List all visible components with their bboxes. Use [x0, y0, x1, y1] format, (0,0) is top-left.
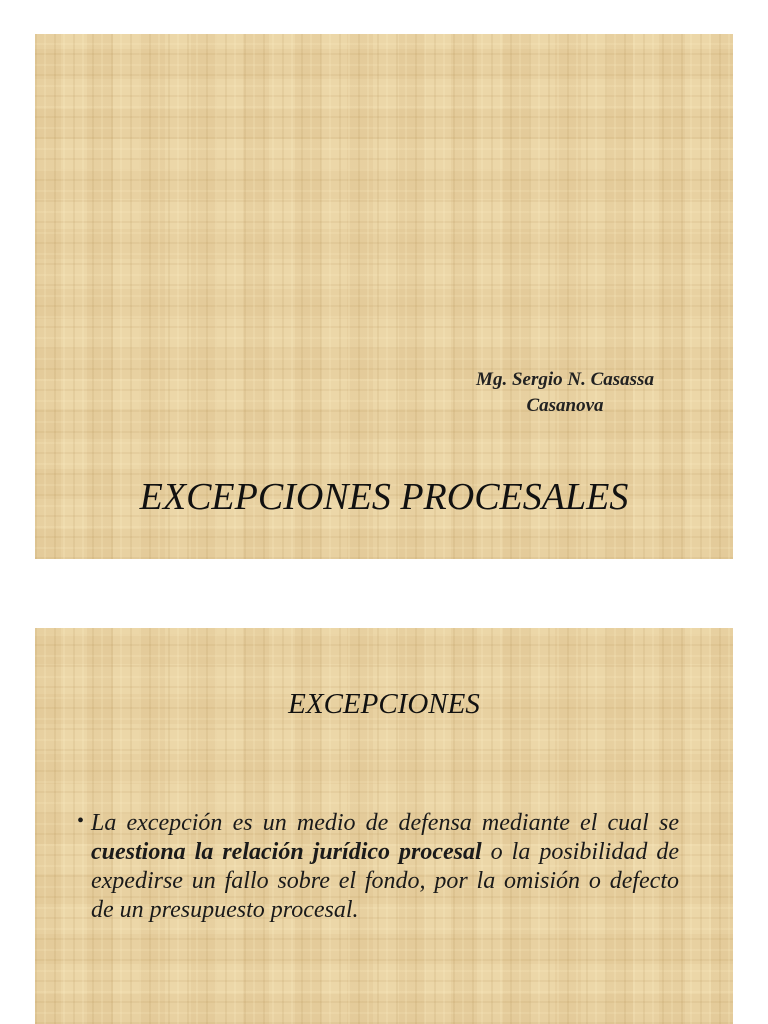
title-slide	[35, 34, 733, 559]
paragraph-text-start: La excepción es un medio de defensa mediante el cual se	[91, 810, 679, 836]
author-name	[415, 367, 715, 419]
paragraph-text-bold: cuestiona la relación jurídico procesal	[91, 839, 482, 865]
author-line-2: Casanova	[526, 395, 604, 416]
bullet-icon: •	[77, 810, 85, 832]
definition-paragraph	[77, 809, 679, 925]
paragraph-text-end: o la posibilidad de expedirse un fallo sobre el fondo, por la omisión o defecto de un presupuesto procesal.	[91, 839, 679, 923]
slide-title: EXCEPCIONES PROCESALES	[139, 476, 629, 518]
content-slide	[35, 628, 733, 1024]
author-line-1: Mg. Sergio N. Casassa	[476, 369, 654, 390]
slide-heading: EXCEPCIONES	[288, 688, 480, 720]
